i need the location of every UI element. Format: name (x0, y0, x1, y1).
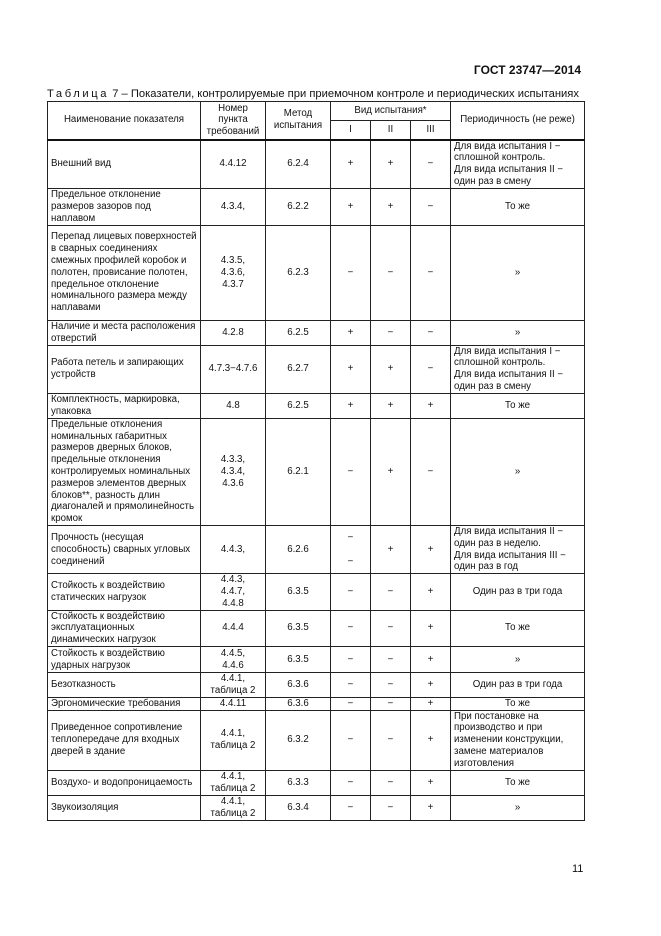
table-row (48, 770, 585, 795)
table-row (48, 795, 585, 820)
test-type-1-cell: + (331, 140, 371, 189)
test-type-1-cell: + (331, 345, 371, 393)
test-type-1-cell: + (331, 393, 371, 418)
test-type-3-cell: − (411, 140, 451, 189)
table-row (48, 526, 585, 574)
test-type-1-cell: − (331, 574, 371, 610)
indicator-name-cell: Эргономические требования (48, 697, 201, 710)
periodicity-cell: При постановке на производство и при изменении конструкции, замене материалов изготовления (451, 710, 585, 770)
table-row (48, 345, 585, 393)
header-clause: Номер пункта требований (201, 102, 266, 140)
indicator-name-cell: Наличие и места расположения отверстий (48, 320, 201, 345)
indicator-name-cell: Работа петель и запирающих устройств (48, 345, 201, 393)
indicator-name-cell: Перепад лицевых поверхностей в сварных соединениях смежных профилей коробок и полотен, провисание полотен, предельное отклонение номинального размера между наплавами (48, 225, 201, 320)
table-row (48, 418, 585, 525)
method-cell: 6.2.7 (266, 345, 331, 393)
indicator-name-cell: Предельные отклонения номинальных габаритных размеров дверных блоков, предельные отклонения контролируемых номинальных размеров элементов дверных блоков**, разность длин диагоналей и прямолинейность кромок (48, 418, 201, 525)
test-type-2-cell: − (371, 795, 411, 820)
periodicity-cell: Для вида испытания II − один раз в неделю. Для вида испытания III − один раз в год (451, 526, 585, 574)
method-cell: 6.3.5 (266, 574, 331, 610)
test-type-2-cell: + (371, 188, 411, 225)
test-type-3-cell: + (411, 795, 451, 820)
method-cell: 6.3.6 (266, 673, 331, 698)
table-caption (47, 88, 579, 100)
test-type-3-cell: + (411, 393, 451, 418)
test-type-2-cell: + (371, 140, 411, 189)
test-type-3-cell: − (411, 418, 451, 525)
indicator-name-cell: Звукоизоляция (48, 795, 201, 820)
periodicity-cell: » (451, 225, 585, 320)
test-type-3-cell: − (411, 225, 451, 320)
header-periodicity: Периодичность (не реже) (451, 102, 585, 140)
test-type-2-cell: + (371, 345, 411, 393)
test-type-1-cell: − (331, 418, 371, 525)
test-type-1-cell: − (331, 710, 371, 770)
clause-cell: 4.8 (201, 393, 266, 418)
test-type-1-cell: − (331, 795, 371, 820)
periodicity-cell: Один раз в три года (451, 574, 585, 610)
periodicity-cell: То же (451, 393, 585, 418)
clause-cell: 4.4.1, таблица 2 (201, 770, 266, 795)
periodicity-cell: Один раз в три года (451, 673, 585, 698)
periodicity-cell: » (451, 320, 585, 345)
test-type-3-cell: − (411, 345, 451, 393)
test-type-3-cell: + (411, 647, 451, 673)
clause-cell: 4.7.3−4.7.6 (201, 345, 266, 393)
test-type-1-cell: − (331, 647, 371, 673)
header-type-3: III (411, 121, 451, 140)
test-type-1-cell: − (331, 610, 371, 646)
test-type-3-cell: + (411, 526, 451, 574)
test-type-3-cell: + (411, 673, 451, 698)
indicator-name-cell: Комплектность, маркировка, упаковка (48, 393, 201, 418)
test-type-3-cell: − (411, 188, 451, 225)
method-cell: 6.2.5 (266, 320, 331, 345)
test-type-3-cell: + (411, 574, 451, 610)
table-row (48, 320, 585, 345)
test-type-2-cell: − (371, 320, 411, 345)
test-type-2-cell: − (371, 610, 411, 646)
test-type-1-cell: − − (331, 526, 371, 574)
test-type-1-cell: − (331, 770, 371, 795)
clause-cell: 4.4.1, таблица 2 (201, 795, 266, 820)
indicator-name-cell: Приведенное сопротивление теплопередаче для входных дверей в здание (48, 710, 201, 770)
method-cell: 6.2.4 (266, 140, 331, 189)
method-cell: 6.3.6 (266, 697, 331, 710)
test-type-3-cell: + (411, 770, 451, 795)
clause-cell: 4.4.3, (201, 526, 266, 574)
periodicity-cell: То же (451, 697, 585, 710)
header-method: Метод испытания (266, 102, 331, 140)
indicator-name-cell: Стойкость к воздействию эксплуатационных динамических нагрузок (48, 610, 201, 646)
table-row (48, 393, 585, 418)
clause-cell: 4.4.11 (201, 697, 266, 710)
test-type-2-cell: − (371, 673, 411, 698)
method-cell: 6.2.6 (266, 526, 331, 574)
table-row (48, 673, 585, 698)
test-type-2-cell: − (371, 710, 411, 770)
test-type-2-cell: − (371, 770, 411, 795)
clause-cell: 4.3.4, (201, 188, 266, 225)
test-type-1-cell: − (331, 225, 371, 320)
clause-cell: 4.4.3, 4.4.7, 4.4.8 (201, 574, 266, 610)
test-type-3-cell: + (411, 710, 451, 770)
test-type-2-cell: − (371, 225, 411, 320)
test-type-3-cell: + (411, 610, 451, 646)
table-row (48, 140, 585, 189)
periodicity-cell: То же (451, 188, 585, 225)
table-row (48, 610, 585, 646)
periodicity-cell: » (451, 647, 585, 673)
table-row (48, 574, 585, 610)
standard-designation: ГОСТ 23747—2014 (473, 63, 581, 77)
clause-cell: 4.4.5, 4.4.6 (201, 647, 266, 673)
header-type-2: II (371, 121, 411, 140)
method-cell: 6.2.1 (266, 418, 331, 525)
test-type-1-cell: − (331, 673, 371, 698)
test-type-1-cell: + (331, 320, 371, 345)
header-test-type: Вид испытания* (331, 102, 451, 121)
method-cell: 6.3.4 (266, 795, 331, 820)
header-type-1: I (331, 121, 371, 140)
clause-cell: 4.4.1, таблица 2 (201, 673, 266, 698)
clause-cell: 4.4.12 (201, 140, 266, 189)
indicator-name-cell: Стойкость к воздействию статических нагрузок (48, 574, 201, 610)
test-type-2-cell: + (371, 393, 411, 418)
test-type-1-cell: − (331, 697, 371, 710)
indicator-name-cell: Прочность (несущая способность) сварных угловых соединений (48, 526, 201, 574)
table-row (48, 225, 585, 320)
page-number: 11 (572, 863, 584, 875)
method-cell: 6.2.2 (266, 188, 331, 225)
caption-number: 7 (112, 88, 119, 100)
table-body (48, 140, 585, 821)
test-type-2-cell: − (371, 697, 411, 710)
indicator-name-cell: Внешний вид (48, 140, 201, 189)
caption-label: Таблица (47, 88, 110, 100)
method-cell: 6.2.3 (266, 225, 331, 320)
indicator-name-cell: Стойкость к воздействию ударных нагрузок (48, 647, 201, 673)
periodicity-cell: То же (451, 610, 585, 646)
caption-text: – Показатели, контролируемые при приемочном контроле и периодических испытаниях (121, 88, 579, 100)
indicator-name-cell: Предельное отклонение размеров зазоров под наплавом (48, 188, 201, 225)
periodicity-cell: » (451, 418, 585, 525)
method-cell: 6.3.3 (266, 770, 331, 795)
clause-cell: 4.3.5, 4.3.6, 4.3.7 (201, 225, 266, 320)
test-type-3-cell: + (411, 697, 451, 710)
test-type-2-cell: + (371, 418, 411, 525)
indicator-name-cell: Воздухо- и водопроницаемость (48, 770, 201, 795)
method-cell: 6.3.2 (266, 710, 331, 770)
header-name: Наименование показателя (48, 102, 201, 140)
periodicity-cell: » (451, 795, 585, 820)
indicator-name-cell: Безотказность (48, 673, 201, 698)
method-cell: 6.3.5 (266, 647, 331, 673)
test-type-2-cell: − (371, 574, 411, 610)
table-row (48, 697, 585, 710)
clause-cell: 4.2.8 (201, 320, 266, 345)
clause-cell: 4.3.3, 4.3.4, 4.3.6 (201, 418, 266, 525)
test-type-1-cell: + (331, 188, 371, 225)
indicators-table (47, 101, 585, 821)
clause-cell: 4.4.1, таблица 2 (201, 710, 266, 770)
table-row (48, 188, 585, 225)
test-type-2-cell: + (371, 526, 411, 574)
table-row (48, 647, 585, 673)
clause-cell: 4.4.4 (201, 610, 266, 646)
method-cell: 6.2.5 (266, 393, 331, 418)
method-cell: 6.3.5 (266, 610, 331, 646)
test-type-2-cell: − (371, 647, 411, 673)
test-type-3-cell: − (411, 320, 451, 345)
periodicity-cell: Для вида испытания I − сплошной контроль. Для вида испытания II − один раз в смену (451, 345, 585, 393)
table-row (48, 710, 585, 770)
periodicity-cell: Для вида испытания I − сплошной контроль. Для вида испытания II − один раз в смену (451, 140, 585, 189)
periodicity-cell: То же (451, 770, 585, 795)
